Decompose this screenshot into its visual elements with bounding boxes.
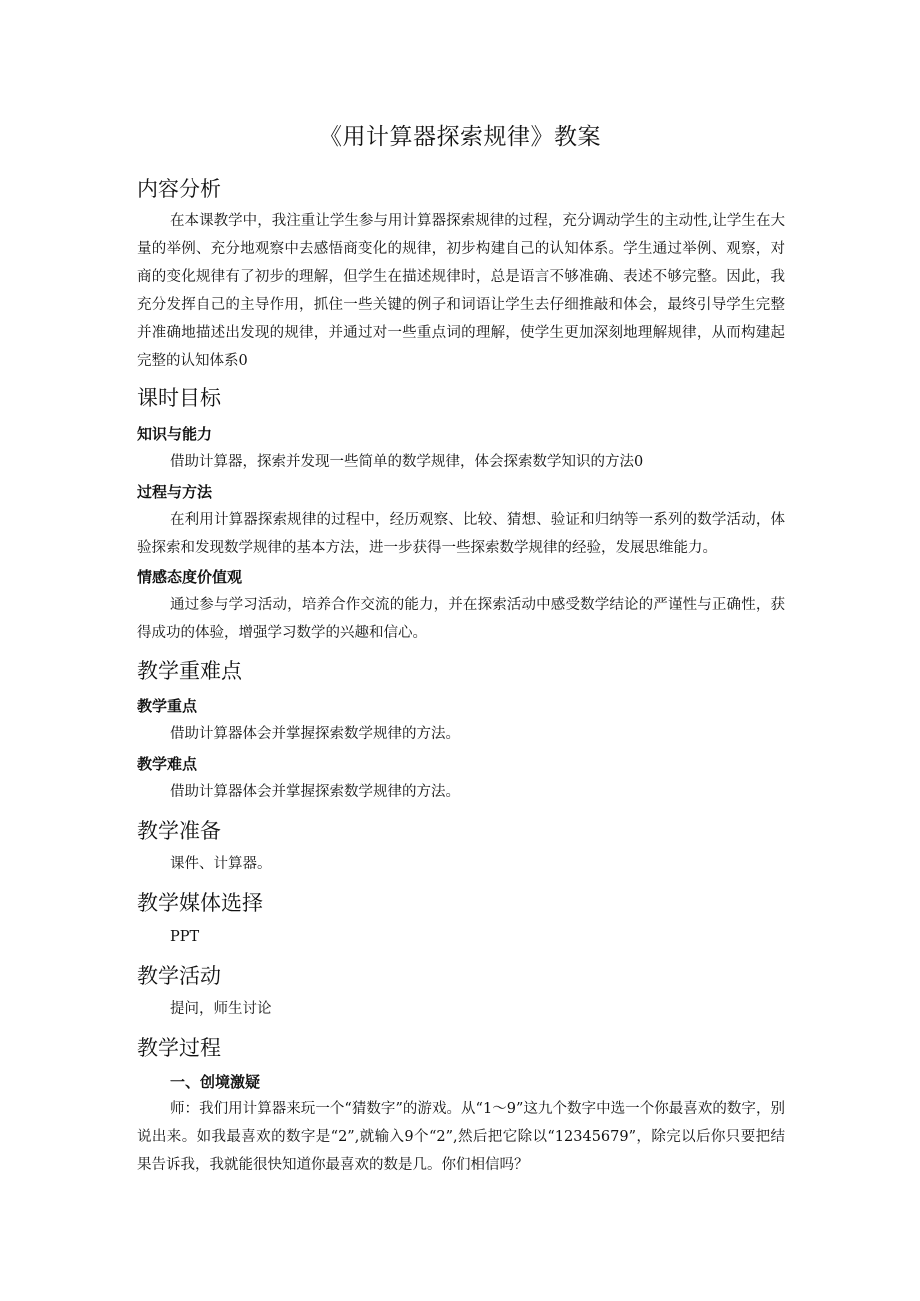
heading-key-difficult-points: 教学重难点 (137, 659, 242, 683)
document-title: 《用计算器探索规律》教案 (319, 124, 601, 150)
heading-teaching-difficulty: 教学难点 (137, 755, 198, 773)
heading-process: 教学过程 (137, 1036, 221, 1060)
heading-objectives: 课时目标 (137, 386, 221, 410)
heading-knowledge-ability: 知识与能力 (137, 425, 213, 443)
heading-media: 教学媒体选择 (137, 891, 263, 915)
heading-process-method: 过程与方法 (137, 483, 213, 501)
activities-text: 提问，师生讨论 (170, 1001, 272, 1017)
process-method-paragraph: 在利用计算器探索规律的过程中，经历观察、比较、猜想、验证和归纳等一系列的数学活动，体验探索和发现数学规律的基本方法，进一步获得一些探索数学规律的经验，发展思维能力。 (137, 512, 785, 556)
teaching-focus-text: 借助计算器体会并掌握探索数学规律的方法。 (170, 726, 460, 742)
step1-paragraph: 师：我们用计算器来玩一个“猜数字”的游戏。从“1～9”这九个数字中选一个你最喜欢的数字，别说出来。如我最喜欢的数字是“2”,就输入9个“2”,然后把它除以“12345679”，除完以后你只要把结果告诉我，我就能很快知道你最喜欢的数是几。你们相信吗？ (137, 1101, 785, 1173)
media-text: PPT (170, 929, 200, 945)
heading-step1: 一、创境激疑 (170, 1073, 261, 1091)
heading-emotion-values: 情感态度价值观 (137, 568, 243, 586)
knowledge-ability-text: 借助计算器，探索并发现一些简单的数学规律，体会探索数学知识的方法0 (170, 454, 644, 470)
emotion-values-paragraph: 通过参与学习活动，培养合作交流的能力，并在探索活动中感受数学结论的严谨性与正确性，获得成功的体验，增强学习数学的兴趣和信心。 (137, 597, 785, 641)
heading-teaching-focus: 教学重点 (137, 697, 198, 715)
heading-content-analysis: 内容分析 (137, 177, 221, 201)
content-analysis-paragraph: 在本课教学中，我注重让学生参与用计算器探索规律的过程，充分调动学生的主动性,让学生在大量的举例、充分地观察中去感悟商变化的规律，初步构建自己的认知体系。学生通过举例、观察，对商的变化规律有了初步的理解，但学生在描述规律时，总是语言不够准确、表述不够完整。因此，我充分发挥自己的主导作用，抓住一些关键的例子和词语让学生去仔细推敲和体会，最终引导学生完整并准确地描述出发现的规律，并通过对一些重点词的理解，使学生更加深刻地理解规律，从而构建起完整的认知体系0 (137, 213, 785, 369)
heading-preparation: 教学准备 (137, 819, 221, 843)
teaching-difficulty-text: 借助计算器体会并掌握探索数学规律的方法。 (170, 784, 460, 800)
preparation-text: 课件、计算器。 (170, 856, 272, 872)
heading-activities: 教学活动 (137, 964, 221, 988)
